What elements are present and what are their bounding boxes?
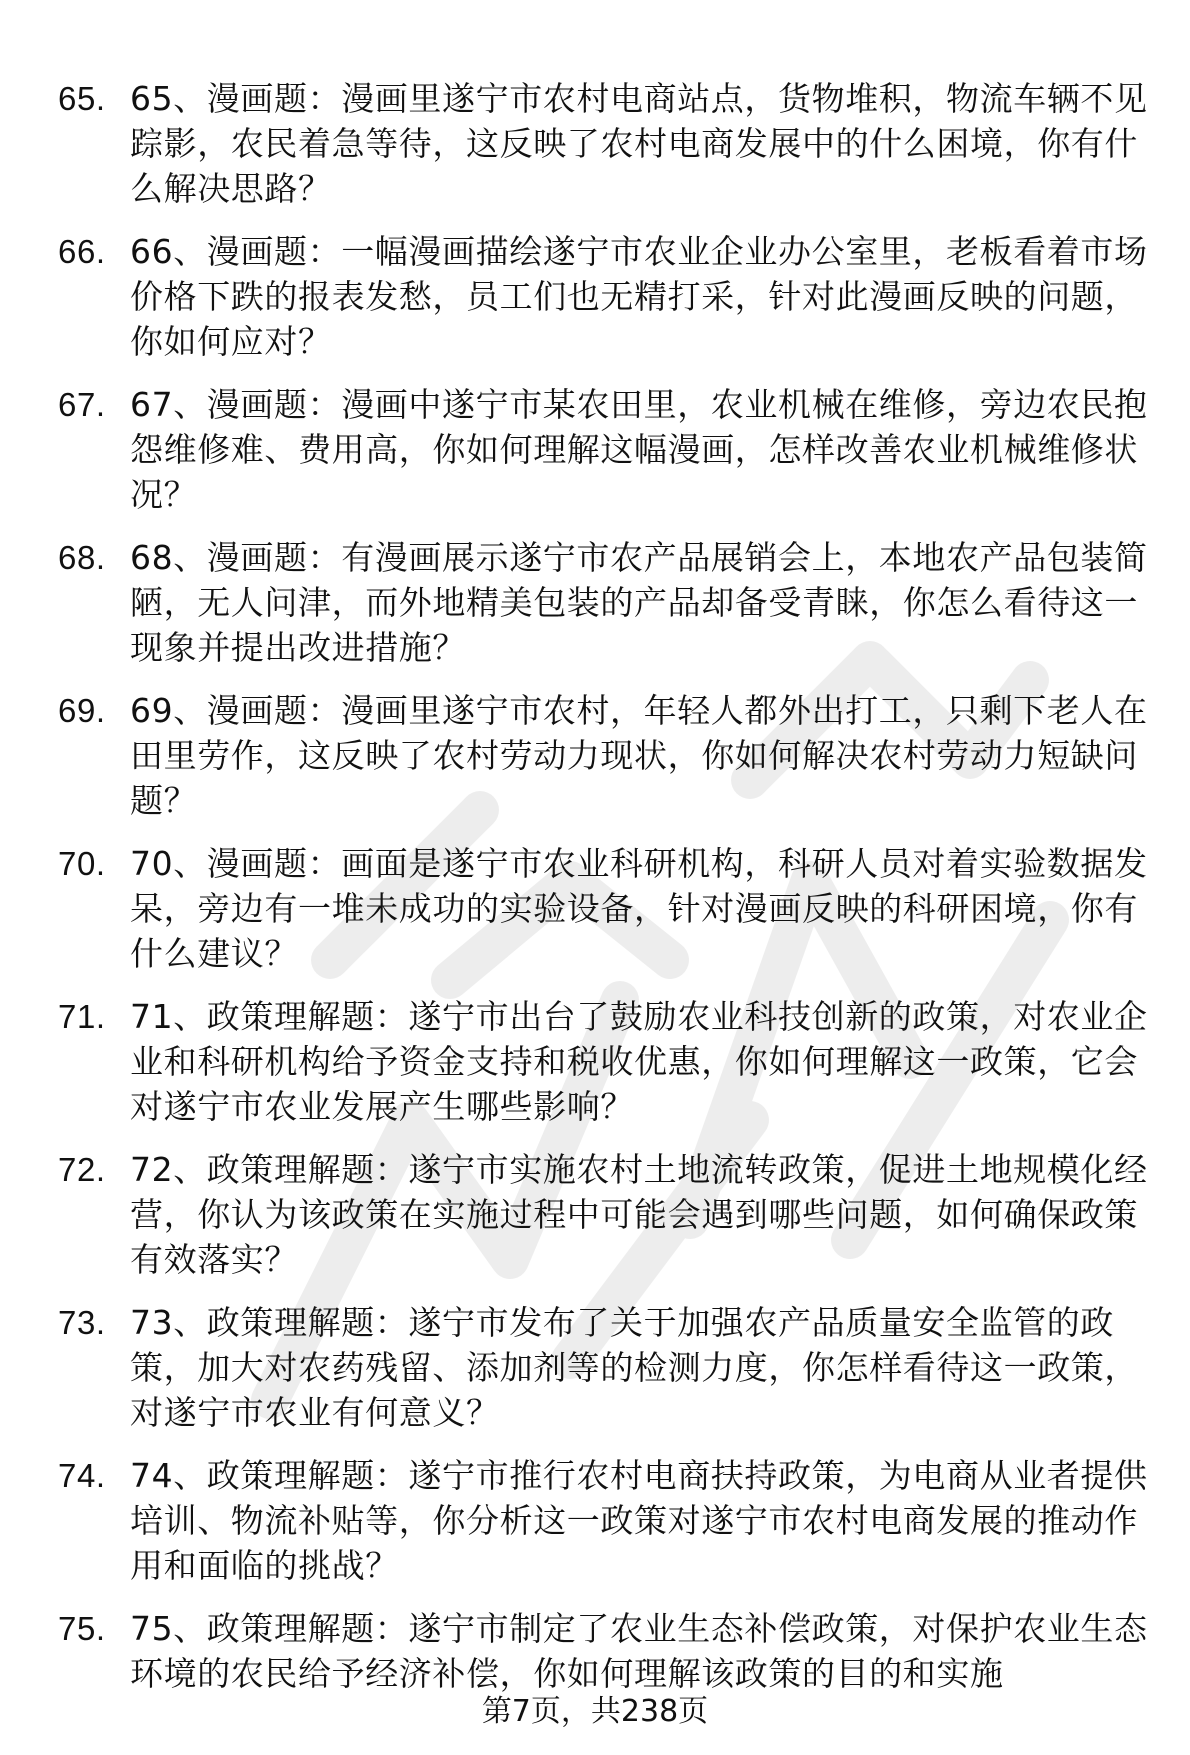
question-item [58, 1300, 1160, 1435]
question-number: 74. [58, 1457, 106, 1494]
question-number: 66. [58, 233, 106, 270]
question-text: 70、漫画题：画面是遂宁市农业科研机构，科研人员对着实验数据发呆，旁边有一堆未成功的实验设备，针对漫画反映的科研困境，你有什么建议？ [130, 844, 1148, 973]
question-item [58, 535, 1160, 670]
question-number: 68. [58, 539, 106, 576]
question-item [58, 76, 1160, 211]
question-item [58, 841, 1160, 976]
question-number: 72. [58, 1151, 106, 1188]
question-text: 73、政策理解题：遂宁市发布了关于加强农产品质量安全监管的政策，加大对农药残留、添加剂等的检测力度，你怎样看待这一政策，对遂宁市农业有何意义？ [130, 1303, 1138, 1432]
question-text: 68、漫画题：有漫画展示遂宁市农产品展销会上，本地农产品包装简陋，无人问津，而外地精美包装的产品却备受青睐，你怎么看待这一现象并提出改进措施？ [130, 538, 1148, 667]
question-number: 67. [58, 386, 106, 423]
question-text: 72、政策理解题：遂宁市实施农村土地流转政策，促进土地规模化经营，你认为该政策在实施过程中可能会遇到哪些问题，如何确保政策有效落实？ [130, 1150, 1148, 1279]
question-number: 65. [58, 80, 106, 117]
question-text: 75、政策理解题：遂宁市制定了农业生态补偿政策，对保护农业生态环境的农民给予经济补偿，你如何理解该政策的目的和实施 [130, 1609, 1148, 1693]
question-text: 66、漫画题：一幅漫画描绘遂宁市农业企业办公室里，老板看着市场价格下跌的报表发愁，员工们也无精打采，针对此漫画反映的问题，你如何应对？ [130, 232, 1148, 361]
question-text: 67、漫画题：漫画中遂宁市某农田里，农业机械在维修，旁边农民抱怨维修难、费用高，你如何理解这幅漫画，怎样改善农业机械维修状况？ [130, 385, 1148, 514]
question-number: 69. [58, 692, 106, 729]
question-item [58, 688, 1160, 823]
question-item [58, 1453, 1160, 1588]
question-number: 75. [58, 1610, 106, 1647]
question-item [58, 994, 1160, 1129]
question-item [58, 1147, 1160, 1282]
question-text: 71、政策理解题：遂宁市出台了鼓励农业科技创新的政策，对农业企业和科研机构给予资金支持和税收优惠，你如何理解这一政策，它会对遂宁市农业发展产生哪些影响？ [130, 997, 1148, 1126]
question-text: 69、漫画题：漫画里遂宁市农村，年轻人都外出打工，只剩下老人在田里劳作，这反映了农村劳动力现状，你如何解决农村劳动力短缺问题？ [130, 691, 1148, 820]
question-item [58, 229, 1160, 364]
question-number: 71. [58, 998, 106, 1035]
question-number: 73. [58, 1304, 106, 1341]
question-number: 70. [58, 845, 106, 882]
question-text: 65、漫画题：漫画里遂宁市农村电商站点，货物堆积，物流车辆不见踪影，农民着急等待，这反映了农村电商发展中的什么困境，你有什么解决思路？ [130, 79, 1148, 208]
question-list [58, 76, 1160, 1714]
question-item [58, 1606, 1160, 1696]
question-text: 74、政策理解题：遂宁市推行农村电商扶持政策，为电商从业者提供培训、物流补贴等，你分析这一政策对遂宁市农村电商发展的推动作用和面临的挑战？ [130, 1456, 1148, 1585]
page-footer: 第7页，共238页 [481, 1694, 709, 1729]
question-item [58, 382, 1160, 517]
